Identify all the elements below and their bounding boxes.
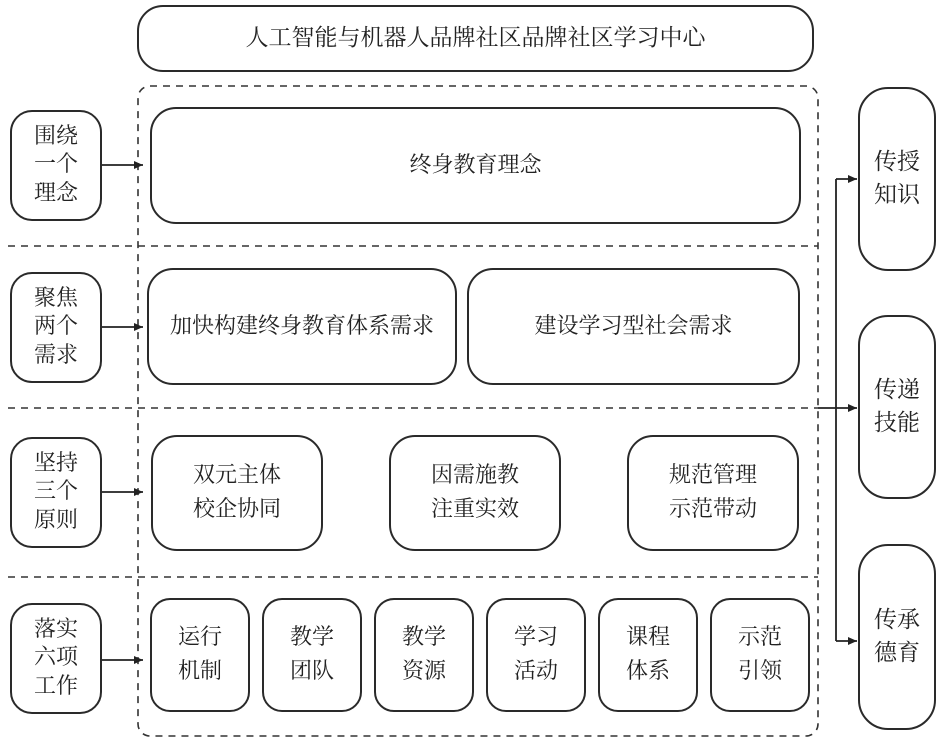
output-box-1: 传授 知识 [858,87,936,271]
principle-box-2: 因需施教 注重实效 [389,435,561,551]
task-box-2: 教学 团队 [262,598,362,712]
principle-box-1: 双元主体 校企协同 [151,435,323,551]
task-box-5: 课程 体系 [598,598,698,712]
output-box-2: 传递 技能 [858,315,936,499]
output-box-3: 传承 德育 [858,544,936,730]
row-label-1: 围绕 一个 理念 [10,110,102,221]
row-label-2: 聚焦 两个 需求 [10,272,102,383]
need-box-1: 加快构建终身教育体系需求 [147,268,457,385]
need-box-2: 建设学习型社会需求 [467,268,800,385]
task-box-6: 示范 引领 [710,598,810,712]
row-label-4: 落实 六项 工作 [10,603,102,714]
task-box-4: 学习 活动 [486,598,586,712]
task-box-1: 运行 机制 [150,598,250,712]
diagram-title: 人工智能与机器人品牌社区品牌社区学习中心 [137,5,814,72]
row-label-3: 坚持 三个 原则 [10,437,102,548]
concept-box: 终身教育理念 [150,107,801,224]
principle-box-3: 规范管理 示范带动 [627,435,799,551]
task-box-3: 教学 资源 [374,598,474,712]
